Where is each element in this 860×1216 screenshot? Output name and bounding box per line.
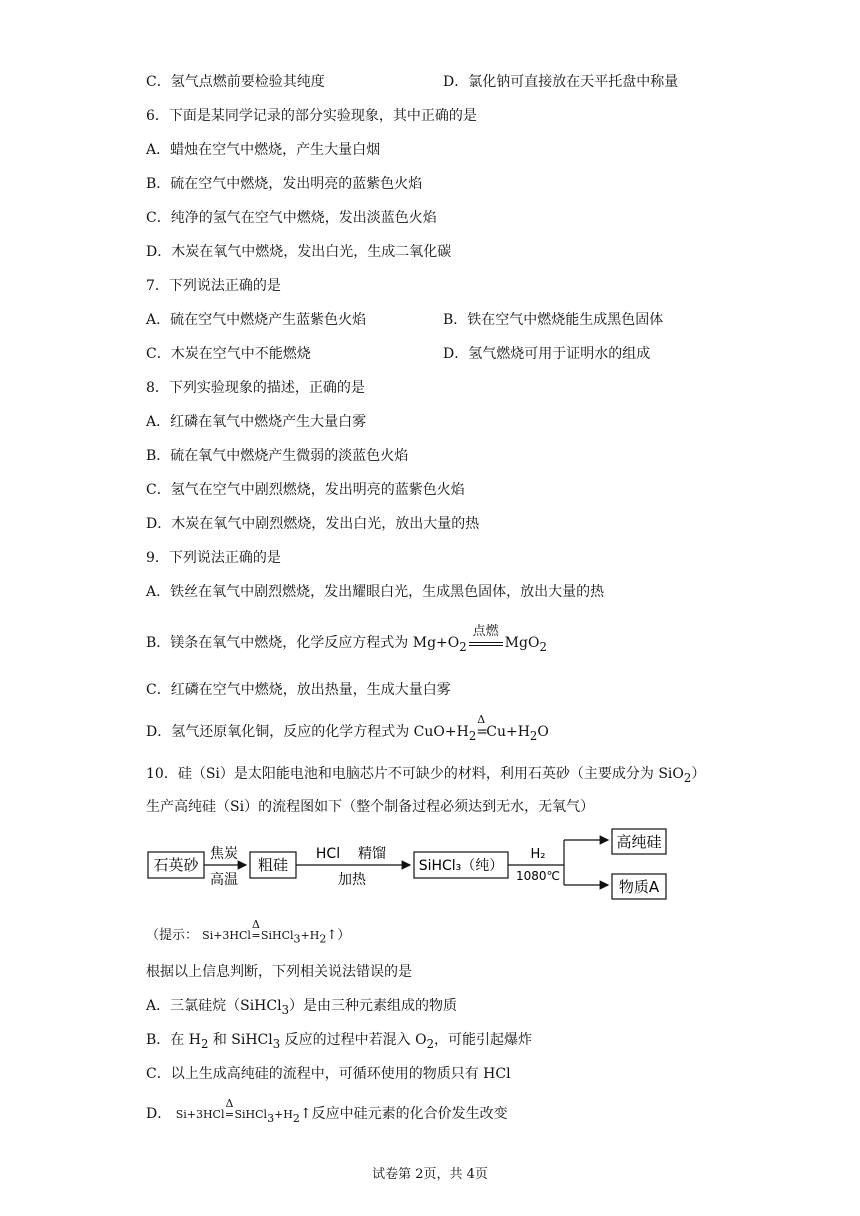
subscript: 2	[319, 932, 327, 946]
q10a-text: A．三氯硅烷（SiHCl	[146, 998, 282, 1014]
process-flow-diagram	[140, 828, 680, 908]
q10-stem-end: ）	[691, 766, 706, 782]
flow-box-quartz-sand-label: 石英砂	[153, 856, 199, 874]
q5-option-c: C．氢气点燃前要检验其纯度	[146, 74, 325, 90]
q9-option-a: A．铁丝在氧气中剧烈燃烧，发出耀眼白光，生成黑色固体，放出大量的热	[146, 584, 605, 600]
q10-stem-line1	[146, 765, 705, 787]
flow-cond2-top-a: HCl	[315, 846, 341, 862]
heat-equals-sign: Δ =	[476, 713, 488, 740]
flow-cond3-bottom: 1080℃	[515, 869, 561, 883]
reaction-arrow	[467, 624, 505, 652]
q8-option-d: D．木炭在氧气中剧烈燃烧，发出白光，放出大量的热	[146, 516, 480, 532]
subscript: 3	[272, 1036, 281, 1051]
q9-option-c: C．红磷在空气中燃烧，放出热量，生成大量白雾	[146, 682, 451, 698]
q9d-text: D．氢气还原氧化铜，反应的化学方程式为 CuO+H	[146, 724, 469, 740]
q6-option-a: A．蜡烛在空气中燃烧，产生大量白烟	[146, 142, 381, 158]
q6-option-d: D．木炭在氧气中燃烧，发出白光，生成二氧化碳	[146, 244, 452, 260]
q10b-part2: 和 SiHCl	[208, 1032, 273, 1048]
q5-option-d: D．氯化钠可直接放在天平托盘中称量	[443, 74, 679, 90]
q8-option-a: A．红磷在氧气中燃烧产生大量白雾	[146, 414, 367, 430]
flow-box-crude-silicon-label: 粗硅	[257, 856, 289, 874]
q10-option-d	[146, 1097, 508, 1125]
q10b-part4: ，可能引起爆炸	[433, 1032, 532, 1048]
hint-eq-left: Si+3HCl	[202, 929, 251, 942]
q10d-eq-tail: +H	[274, 1108, 293, 1121]
q9b-text: B．镁条在氧气中燃烧，化学反应方程式为 Mg+O	[146, 635, 460, 651]
subscript: 2	[539, 639, 547, 654]
subscript: 2	[200, 1036, 209, 1051]
subscript: 2	[468, 728, 477, 743]
heat-condition: Δ	[477, 713, 486, 726]
q9-option-d	[146, 713, 549, 743]
subscript: 2	[292, 1111, 300, 1125]
q9b-product: MgO	[504, 635, 540, 651]
flow-box-pure-silicon-label: 高纯硅	[616, 833, 662, 851]
q9-option-b	[146, 624, 547, 654]
flow-cond1-top: 焦炭	[210, 846, 238, 862]
heat-equals-sign: Δ =	[224, 1097, 235, 1121]
q10d-suffix: ↑反应中硅元素的化合价发生改变	[299, 1106, 508, 1122]
hint-suffix: ↑）	[326, 928, 351, 943]
q10a-tail: ）是由三种元素组成的物质	[289, 998, 457, 1014]
heat-equals-sign: Δ =	[251, 918, 261, 942]
q9d-product: Cu+H	[486, 724, 530, 740]
subscript: 3	[281, 1002, 289, 1017]
q7-option-c: C．木炭在空气中不能燃烧	[146, 346, 311, 362]
flow-cond1-bottom: 高温	[210, 872, 238, 888]
q8-stem: 8．下列实验现象的描述，正确的是	[146, 380, 365, 396]
flow-cond3-top: H₂	[530, 847, 546, 862]
q9d-tail: O	[537, 724, 549, 740]
subscript: 3	[267, 1111, 275, 1125]
q10d-prefix: D．	[146, 1106, 172, 1122]
q7-option-d: D．氢气燃烧可用于证明水的组成	[443, 346, 651, 362]
subscript: 2	[426, 1036, 434, 1051]
q6-option-b: B．硫在空气中燃烧，发出明亮的蓝紫色火焰	[146, 176, 423, 192]
q10-option-c: C．以上生成高纯硅的流程中，可循环使用的物质只有 HCl	[146, 1066, 511, 1082]
hint-eq-right: SiHCl	[260, 929, 294, 942]
flow-box-sihcl3-label: SiHCl₃（纯）	[418, 858, 504, 874]
subscript: 2	[459, 639, 467, 654]
q10d-eq-left: Si+3HCl	[175, 1108, 225, 1121]
q9-stem: 9．下列说法正确的是	[146, 550, 281, 566]
subscript: 2	[529, 728, 538, 743]
q7-option-b: B．铁在空气中燃烧能生成黑色固体	[443, 312, 664, 328]
q10-option-b	[146, 1031, 532, 1053]
q8-option-c: C．氢气在空气中剧烈燃烧，发出明亮的蓝紫色火焰	[146, 482, 465, 498]
q10-question: 根据以上信息判断，下列相关说法错误的是	[146, 964, 412, 980]
hint-line	[146, 918, 351, 946]
heat-condition: Δ	[225, 1097, 234, 1110]
page-footer: 试卷第 2页，共 4页	[372, 1167, 488, 1182]
q7-option-a: A．硫在空气中燃烧产生蓝紫色火焰	[146, 312, 367, 328]
heat-condition: Δ	[251, 918, 260, 931]
q8-option-b: B．硫在氧气中燃烧产生微弱的淡蓝色火焰	[146, 448, 409, 464]
q6-option-c: C．纯净的氢气在空气中燃烧，发出淡蓝色火焰	[146, 210, 437, 226]
q10d-eq-right: SiHCl	[234, 1108, 268, 1121]
q10-stem-text: 10．硅（Si）是太阳能电池和电脑芯片不可缺少的材料，利用石英砂（主要成分为 SiO	[146, 766, 684, 782]
flow-cond2-bottom: 加热	[338, 872, 366, 888]
hint-prefix: （提示：	[146, 928, 199, 943]
q10-option-a	[146, 997, 457, 1019]
flow-box-substance-a-label: 物质A	[618, 878, 660, 896]
subscript: 3	[293, 932, 301, 946]
flow-cond2-top-b: 精馏	[358, 846, 386, 862]
q10-stem-line2: 生产高纯硅（Si）的流程图如下（整个制备过程必须达到无水，无氧气）	[146, 799, 595, 815]
q7-stem: 7．下列说法正确的是	[146, 278, 281, 294]
q10b-part1: B．在 H	[146, 1032, 201, 1048]
hint-eq-tail: +H	[300, 929, 320, 942]
q10b-part3: 反应的过程中若混入 O	[280, 1032, 427, 1048]
subscript: 2	[683, 770, 692, 785]
q6-stem: 6．下面是某同学记录的部分实验现象，其中正确的是	[146, 108, 477, 124]
reaction-condition: 点燃	[472, 624, 499, 639]
